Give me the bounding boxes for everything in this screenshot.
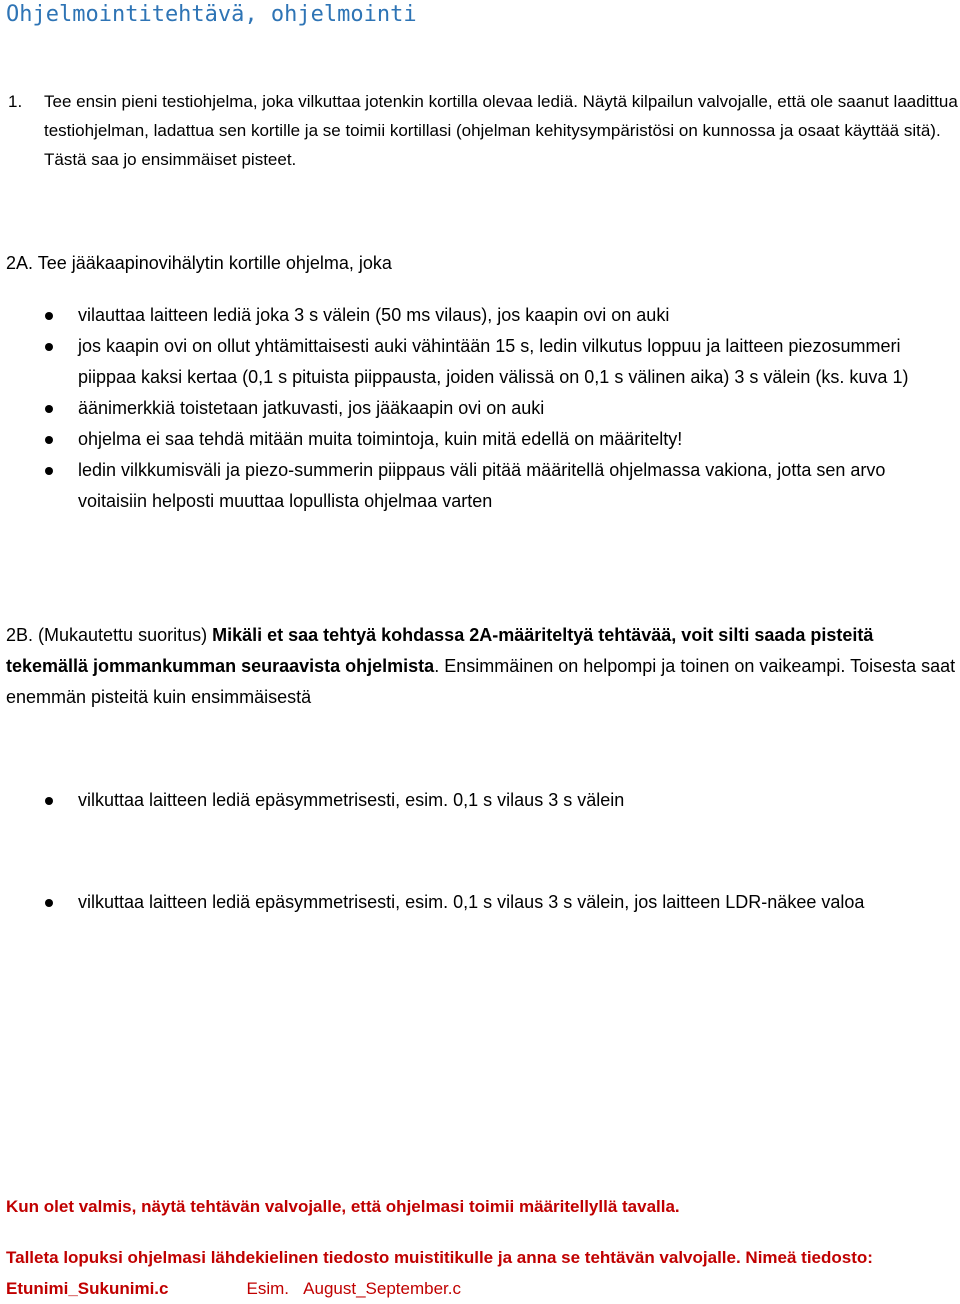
bullet-icon (45, 436, 53, 444)
list-item-text: vilauttaa laitteen lediä joka 3 s välein (50 ms vilaus), jos kaapin ovi on auki (78, 305, 670, 325)
bullet-icon (45, 343, 53, 351)
example-filename: August_September.c (303, 1279, 461, 1298)
task-1-number: 1. (8, 92, 23, 111)
task-2a-list (6, 300, 956, 517)
list-item (6, 887, 956, 918)
task-2b-option-1 (6, 785, 956, 816)
example-label: Esim. (246, 1279, 289, 1298)
bullet-icon (45, 899, 53, 907)
list-item (6, 455, 956, 517)
footer-note-2-text: Talleta lopuksi ohjelmasi lähdekielinen tiedosto muistitikulle ja anna se tehtävän valvojalle. Nimeä tiedosto: (6, 1248, 873, 1267)
task-1-text: Tee ensin pieni testiohjelma, joka vilkuttaa jotenkin kortilla olevaa lediä. Näytä kilpailun valvojalle, että ole saanut laadittua testiohjelman, ladattua sen kortille ja se toimii kortillasi (ohjelman kehitysympäristösi on kunnossa ja osaat käyttää sitä). Tästä saa jo ensimmäiset pisteet. (44, 92, 958, 169)
list-item (6, 393, 956, 424)
task-2b-prefix: 2B. (Mukautettu suoritus) (6, 625, 213, 645)
footer-note-1: Kun olet valmis, näytä tehtävän valvojalle, että ohjelmasi toimii määritellyllä tavalla. (6, 1197, 680, 1216)
bullet-icon (45, 405, 53, 413)
list-item (6, 331, 956, 393)
task-2a-heading: 2A. Tee jääkaapinovihälytin kortille ohjelma, joka (6, 253, 392, 273)
task-1 (8, 87, 958, 174)
task-2b-bold: Mikäli et saa tehtyä kohdassa 2A-määriteltyä tehtävää, voit silti saada pisteitä tekemällä jommankumman seuraavista ohjelmista (6, 625, 874, 676)
bullet-icon (45, 467, 53, 475)
bullet-icon (45, 312, 53, 320)
list-item-text: jos kaapin ovi on ollut yhtämittaisesti auki vähintään 15 s, ledin vilkutus loppuu ja laitteen piezosummeri piippaa kaksi kertaa (0,1 s pituista piippausta, joiden välissä on 0,1 s välinen aika) 3 s välein (ks. kuva 1) (78, 336, 909, 387)
footer-note-2 (6, 1242, 956, 1304)
page-title: Ohjelmointitehtävä, ohjelmointi (6, 2, 417, 27)
task-2b-paragraph (6, 620, 956, 713)
list-item (6, 424, 956, 455)
task-2b-suffix: . Ensimmäinen on helpompi ja toinen on vaikeampi. Toisesta saat enemmän pisteitä kuin ensimmäisestä (6, 656, 956, 707)
list-item (6, 785, 956, 816)
filename-format: Etunimi_Sukunimi.c (6, 1279, 169, 1298)
task-2b-option-2 (6, 887, 956, 918)
list-item-text: vilkuttaa laitteen lediä epäsymmetrisesti, esim. 0,1 s vilaus 3 s välein, jos laitteen LDR-näkee valoa (78, 892, 865, 912)
list-item-text: vilkuttaa laitteen lediä epäsymmetrisesti, esim. 0,1 s vilaus 3 s välein (78, 790, 625, 810)
list-item-text: äänimerkkiä toistetaan jatkuvasti, jos jääkaapin ovi on auki (78, 398, 545, 418)
list-item-text: ledin vilkkumisväli ja piezo-summerin piippaus väli pitää määritellä ohjelmassa vakiona, jotta sen arvo voitaisiin helposti muuttaa lopullista ohjelmaa varten (78, 460, 886, 511)
list-item (6, 300, 956, 331)
list-item-text: ohjelma ei saa tehdä mitään muita toimintoja, kuin mitä edellä on määritelty! (78, 429, 683, 449)
bullet-icon (45, 797, 53, 805)
